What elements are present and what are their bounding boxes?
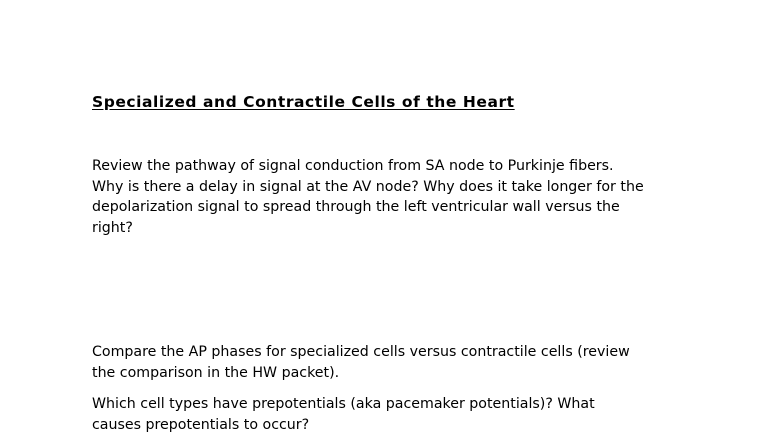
question-paragraph-conduction [92,156,732,238]
question-paragraph-prepotentials [92,394,732,435]
question-paragraph-ap-phases [92,342,732,383]
paragraph-line: causes prepotentials to occur? [92,416,310,433]
paragraph-line: right? [92,219,133,236]
paragraph-line: Review the pathway of signal conduction from SA node to Purkinje fibers. [92,158,614,174]
paragraph-line: the comparison in the HW packet). [92,364,340,381]
paragraph-line: Why is there a delay in signal at the AV node? Why does it take longer for the [92,178,644,195]
paragraph-line: Compare the AP phases for specialized cells versus contractile cells (review [92,344,630,360]
paragraph-line: depolarization signal to spread through the left ventricular wall versus the [92,199,620,215]
document-title: Specialized and Contractile Cells of the Heart [92,93,515,111]
paragraph-line: Which cell types have prepotentials (aka pacemaker potentials)? What [92,396,595,412]
